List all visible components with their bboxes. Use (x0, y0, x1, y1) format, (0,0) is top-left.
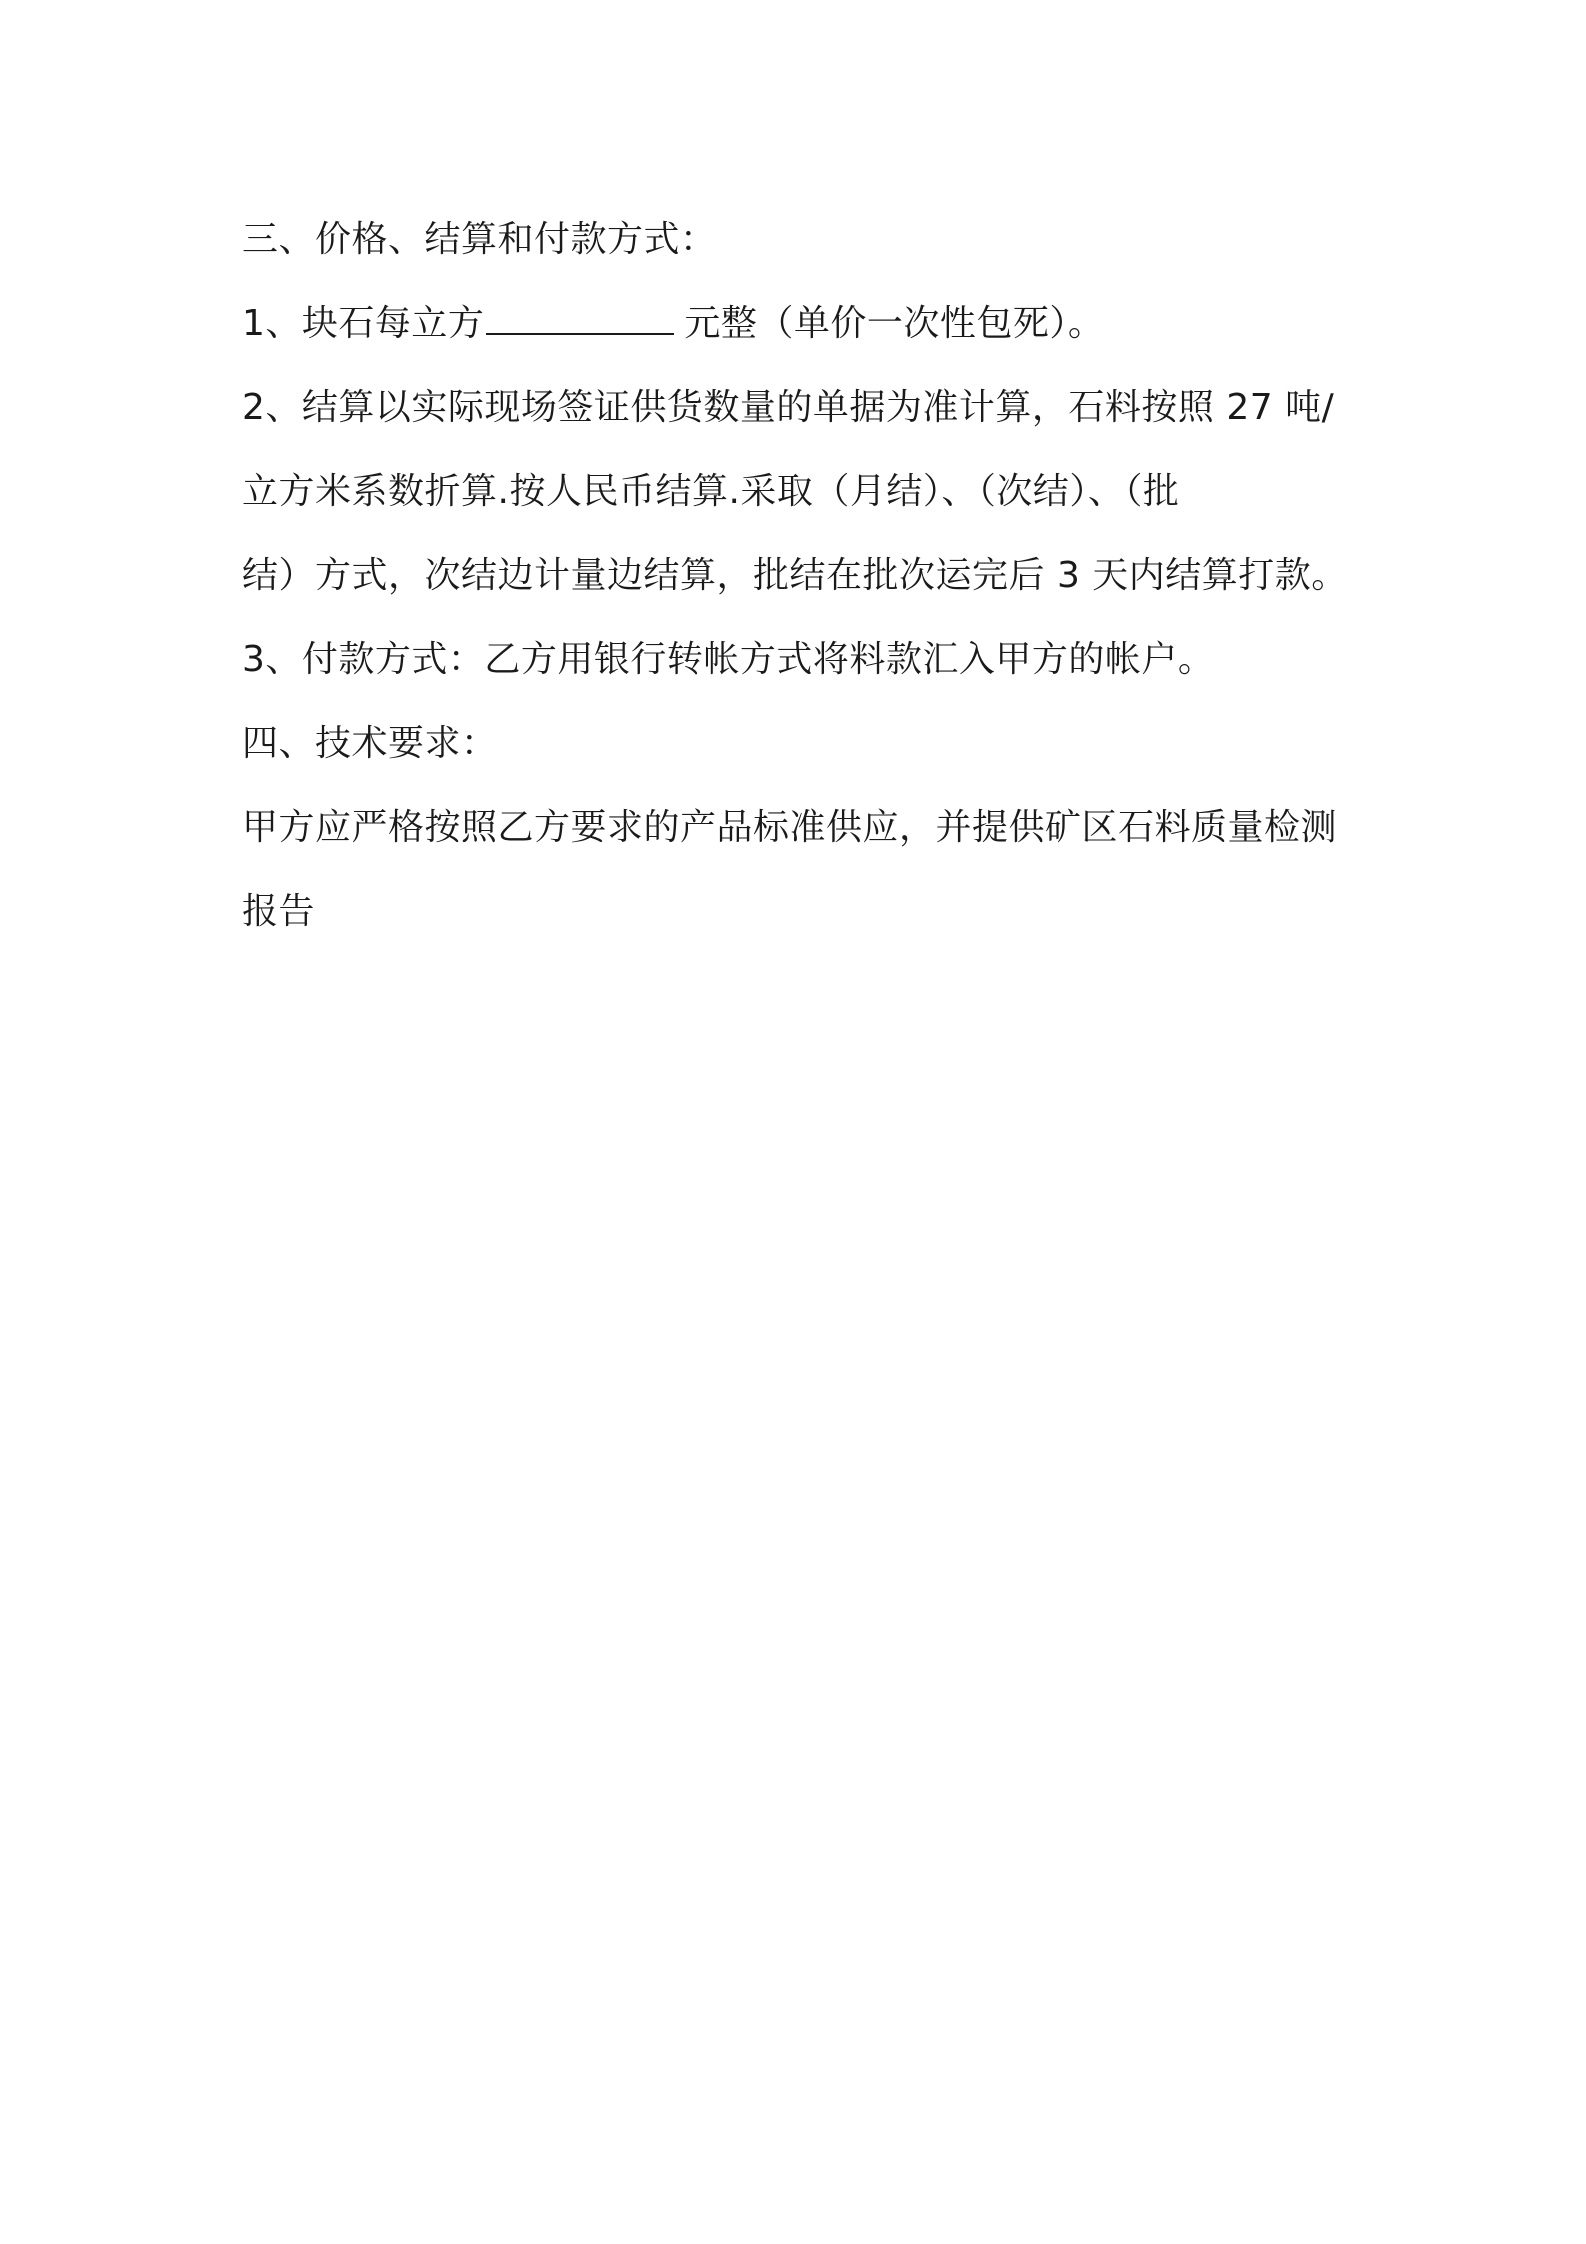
clause-unit-price (242, 282, 1362, 366)
technical-requirement-line-1: 甲方应严格按照乙方要求的产品标准供应，并提供矿区石料质量检测 (242, 807, 1338, 848)
clause-payment-method: 3、付款方式：乙方用银行转帐方式将料款汇入甲方的帐户。 (242, 639, 1215, 680)
price-fill-in-blank (486, 293, 674, 335)
technical-requirement-line-2: 报告 (242, 891, 316, 932)
document-body (242, 198, 1362, 954)
clause-settlement-line-3: 结）方式，次结边计量边结算，批结在批次运完后 3 天内结算打款。 (242, 555, 1348, 596)
clause-unit-price-prefix: 1、块石每立方 (242, 303, 485, 344)
clause-settlement-line-2: 立方米系数折算.按人民币结算.采取（月结）、（次结）、（批 (242, 471, 1180, 512)
section-heading-technical: 四、技术要求： (242, 723, 498, 764)
section-heading-pricing: 三、价格、结算和付款方式： (242, 219, 717, 260)
clause-settlement-line-1: 2、结算以实际现场签证供货数量的单据为准计算，石料按照 27 吨/ (242, 387, 1335, 428)
clause-unit-price-suffix: 元整（单价一次性包死）。 (684, 303, 1105, 344)
